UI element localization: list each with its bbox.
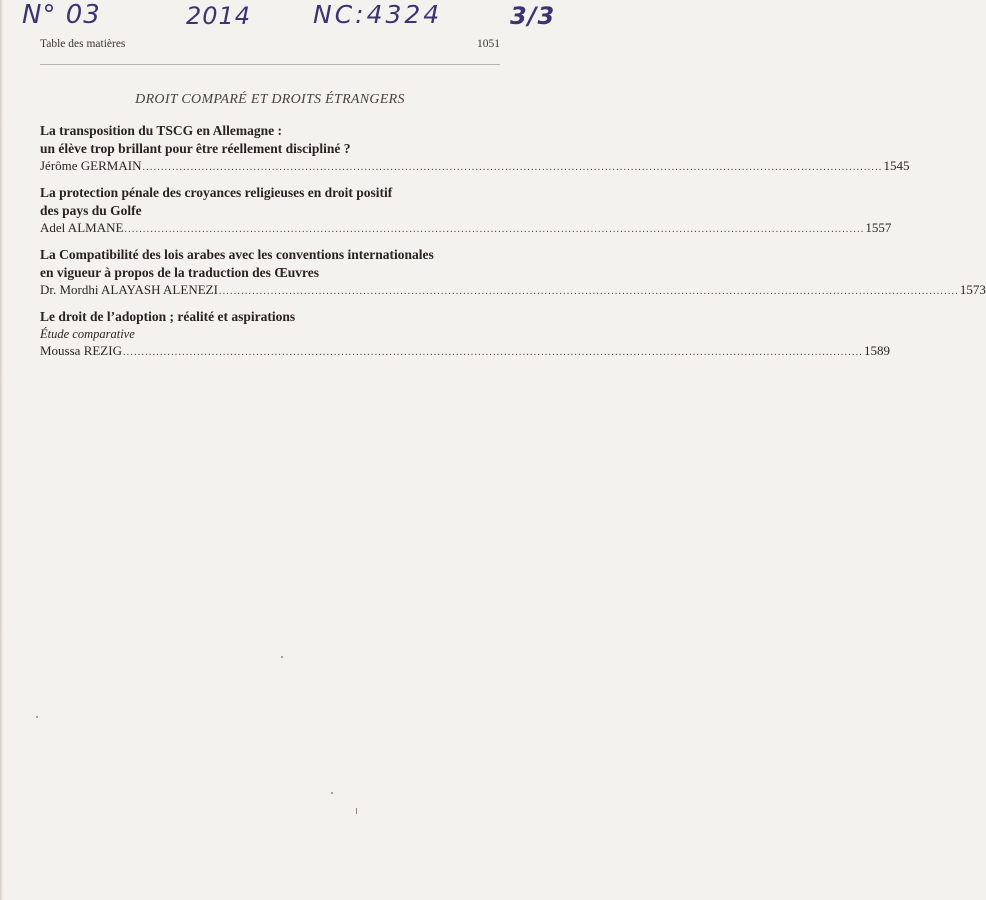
section-title: DROIT COMPARÉ ET DROITS ÉTRANGERS	[135, 92, 405, 107]
entry-title-line: La protection pénale des croyances religieuses en droit positif	[40, 185, 393, 200]
entry-author: Dr. Mordhi ALAYASH ALENEZI	[40, 282, 218, 297]
handwritten-catalog-code: NC:4324	[313, 0, 443, 29]
dot-leader: ........................................................................................................................................................................................................	[218, 286, 959, 297]
handwritten-volume: 3/3	[510, 2, 556, 30]
entry-page: 1545	[883, 158, 910, 173]
entry-author-line	[40, 281, 986, 301]
running-title: Table des matières	[40, 38, 126, 50]
entry-title-line: Le droit de l’adoption ; réalité et aspirations	[40, 309, 296, 324]
entry-title-line: en vigueur à propos de la traduction des Œuvres	[40, 264, 320, 280]
entry-title-line: des pays du Golfe	[40, 202, 142, 218]
paper-speck	[281, 656, 283, 658]
entry-page: 1589	[863, 342, 890, 358]
toc-entry	[40, 122, 910, 177]
entry-author-line	[40, 219, 892, 239]
entry-title-line: un élève trop brillant pour être réellement discipliné ?	[40, 140, 351, 156]
paper-speck	[356, 808, 357, 814]
toc-entry	[40, 246, 986, 301]
header-rule	[40, 64, 500, 65]
entry-subtitle: Étude comparative	[40, 326, 135, 341]
dot-leader: ........................................................................................................................................................................................................	[122, 346, 863, 358]
paper-speck	[331, 792, 333, 794]
toc-entry	[40, 184, 892, 239]
dot-leader: ........................................................................................................................................................................................................	[142, 162, 883, 173]
entry-author: Moussa REZIG	[40, 342, 122, 358]
toc-entry	[40, 308, 890, 362]
handwritten-issue-number: N° 03	[22, 0, 101, 30]
page-number: 1051	[477, 38, 500, 50]
dot-leader: ........................................................................................................................................................................................................	[124, 224, 865, 235]
table-of-contents	[40, 122, 986, 369]
page-edge	[0, 0, 3, 900]
paper-speck	[36, 716, 38, 718]
entry-author: Jérôme GERMAIN	[40, 158, 142, 173]
entry-author-line	[40, 342, 890, 362]
entry-page: 1557	[865, 220, 892, 235]
entry-title-line: La transposition du TSCG en Allemagne :	[40, 123, 283, 138]
entry-author: Adel ALMANE	[40, 220, 124, 235]
entry-author-line	[40, 157, 910, 177]
handwritten-year: 2014	[186, 2, 252, 30]
entry-page: 1573	[959, 282, 986, 297]
entry-title-line: La Compatibilité des lois arabes avec les conventions internationales	[40, 247, 434, 262]
